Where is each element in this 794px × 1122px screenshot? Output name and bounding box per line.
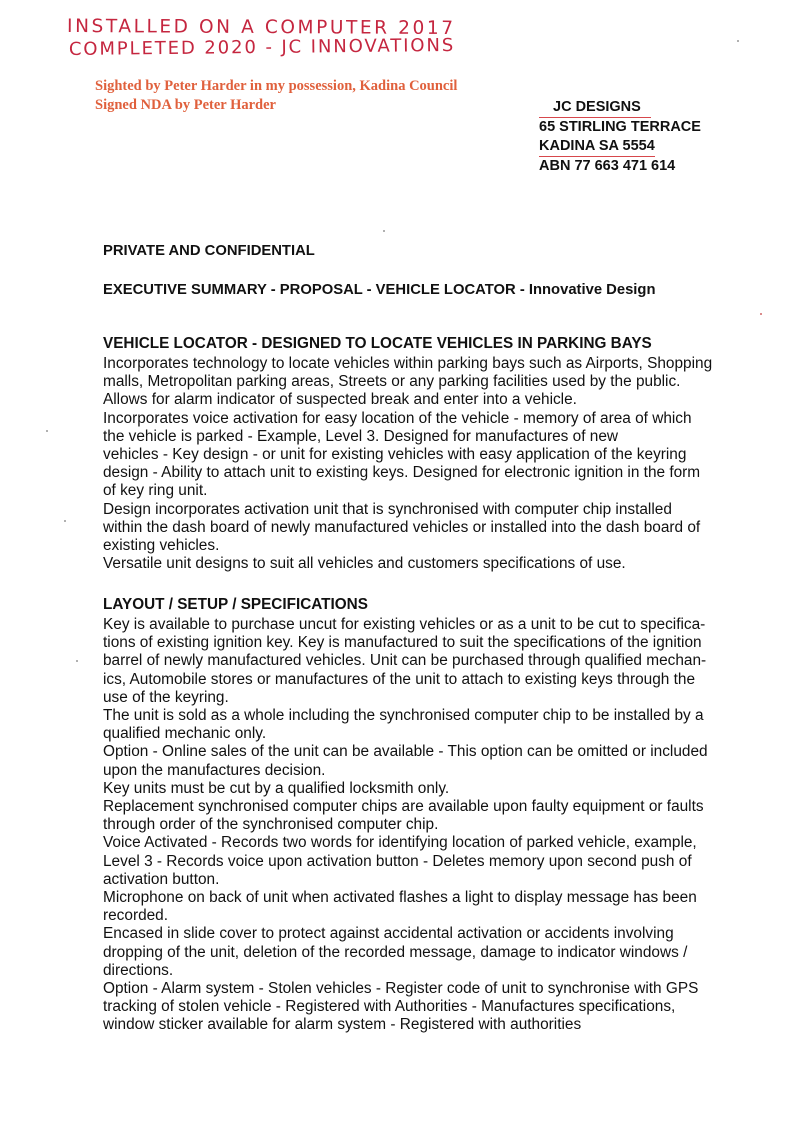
scan-speck [737,40,739,42]
handwritten-note-completed: COMPLETED 2020 - JC INNOVATIONS [68,34,456,60]
section-layout-specifications [103,596,743,1035]
body-line: Key is available to purchase uncut for existing vehicles or as a unit to be cut to specifica- [103,616,706,633]
scan-speck [760,313,762,315]
scan-speck [76,660,78,662]
body-line: The unit is sold as a whole including the synchronised computer chip to be installed by a [103,707,704,725]
body-line: barrel of newly manufactured vehicles. Unit can be purchased through qualified mechan- [103,652,707,670]
body-line: Option - Online sales of the unit can be available - This option can be omitted or included [103,743,708,761]
body-line: malls, Metropolitan parking areas, Streets or any parking facilities used by the public. [103,373,681,391]
abn-number: ABN 77 663 471 614 [539,158,676,174]
body-line: existing vehicles. [103,537,220,555]
body-line: Encased in slide cover to protect against accidental activation or accidents involving [103,925,674,943]
signed-nda-note: Signed NDA by Peter Harder [95,97,276,113]
body-line: tions of existing ignition key. Key is manufactured to suit the specifications of the ignition [103,634,702,652]
section-body [103,355,743,573]
body-line: Allows for alarm indicator of suspected break and enter into a vehicle. [103,391,577,409]
section-title: LAYOUT / SETUP / SPECIFICATIONS [103,596,368,613]
body-line: vehicles - Key design - or unit for existing vehicles with easy application of the keyring [103,446,687,464]
handwritten-note-installed: INSTALLED ON A COMPUTER 2017 [67,16,456,40]
body-line: Key units must be cut by a qualified locksmith only. [103,779,450,797]
body-line: Level 3 - Records voice upon activation button - Deletes memory upon second push of [103,852,692,870]
body-line: tracking of stolen vehicle - Registered with Authorities - Manufactures specifications, [103,998,676,1016]
body-line: Microphone on back of unit when activated flashes a light to display message has been [103,889,697,907]
body-line: dropping of the unit, deletion of the recorded message, damage to indicator windows / [103,943,688,961]
sighted-note: Sighted by Peter Harder in my possession, Kadina Council [95,78,458,94]
body-line: Design incorporates activation unit that is synchronised with computer chip installed [103,500,672,518]
executive-summary-prefix: EXECUTIVE SUMMARY - PROPOSAL - VEHICLE LOCATOR - [103,282,529,298]
section-title: VEHICLE LOCATOR - DESIGNED TO LOCATE VEHICLES IN PARKING BAYS [103,335,652,352]
scan-speck [383,230,385,232]
body-line: Voice Activated - Records two words for identifying location of parked vehicle, example, [103,834,697,852]
address-street: 65 STIRLING TERRACE [539,119,701,135]
body-line: design - Ability to attach unit to existing keys. Designed for electronic ignition in the form [103,464,701,482]
body-line: of key ring unit. [103,482,208,500]
body-line: Replacement synchronised computer chips are available upon faulty equipment or faults [103,798,704,816]
address-town: KADINA SA 5554 [539,137,655,157]
confidential-heading: PRIVATE AND CONFIDENTIAL [103,243,315,259]
scan-speck [46,430,48,432]
body-line: Incorporates technology to locate vehicles within parking bays such as Airports, Shopping [103,355,713,372]
body-line: directions. [103,961,174,979]
company-name: JC DESIGNS [539,98,651,118]
address-block [539,98,701,176]
body-line: ics, Automobile stores or manufactures of the unit to attach to existing keys through the [103,670,696,688]
body-line: the vehicle is parked - Example, Level 3. Designed for manufactures of new [103,427,619,445]
body-line: Option - Alarm system - Stolen vehicles - Register code of unit to synchronise with GPS [103,980,699,998]
body-line: window sticker available for alarm system - Registered with authorities [103,1016,582,1034]
body-line: recorded. [103,907,169,925]
executive-summary-suffix: Innovative Design [528,282,656,298]
body-line: Incorporates voice activation for easy location of the vehicle - memory of area of which [103,409,692,427]
executive-summary-heading [103,282,656,298]
body-line: upon the manufactures decision. [103,761,326,779]
scan-speck [64,520,66,522]
body-line: through order of the synchronised computer chip. [103,816,439,834]
body-line: use of the keyring. [103,688,229,706]
body-line: activation button. [103,870,220,888]
section-body [103,616,743,1035]
body-line: Versatile unit designs to suit all vehicles and customers specifications of use. [103,555,626,573]
body-line: qualified mechanic only. [103,725,267,743]
section-vehicle-locator [103,335,743,573]
body-line: within the dash board of newly manufactured vehicles or installed into the dash board of [103,518,701,536]
